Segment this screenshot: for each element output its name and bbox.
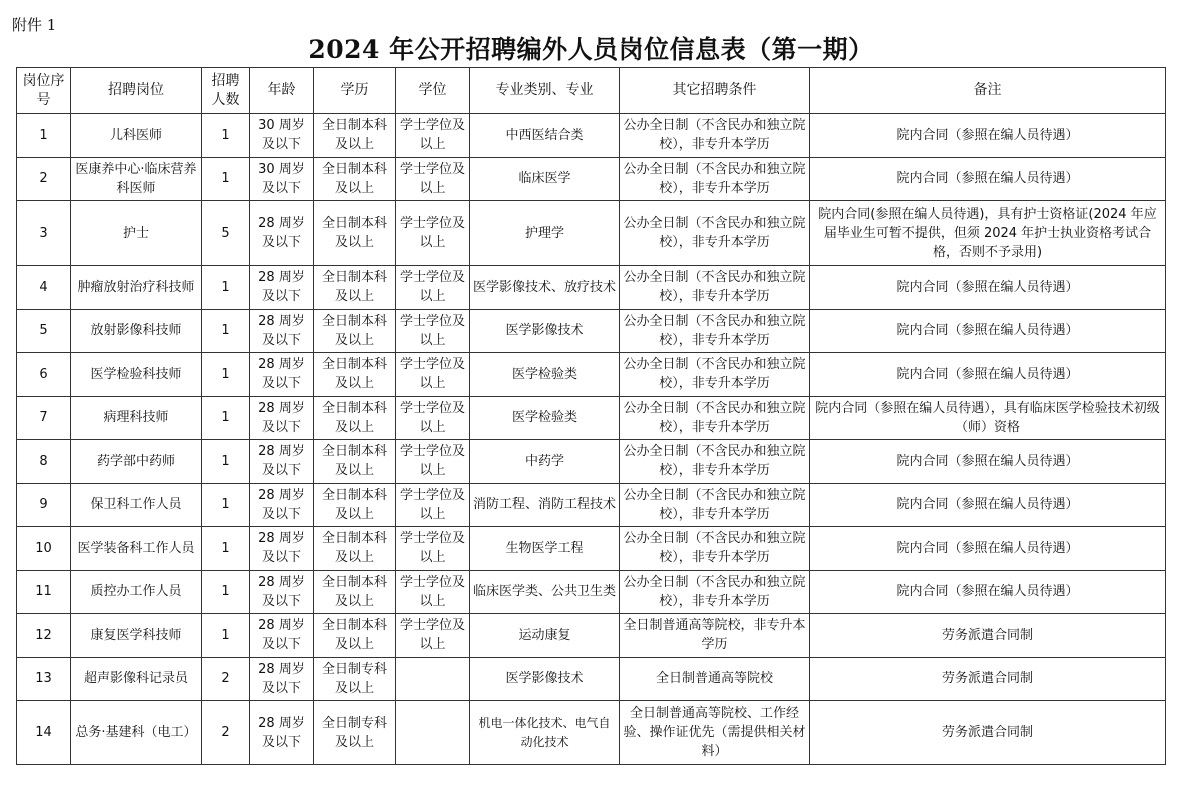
cell-seq: 2	[17, 157, 71, 201]
cell-degree: 学士学位及以上	[396, 440, 470, 484]
cell-other: 公办全日制（不含民办和独立院校），非专升本学历	[620, 396, 810, 440]
cell-education: 全日制本科及以上	[314, 440, 396, 484]
cell-age: 28 周岁及以下	[250, 440, 314, 484]
cell-major: 消防工程、消防工程技术	[470, 483, 620, 527]
cell-age: 30 周岁及以下	[250, 157, 314, 201]
cell-position: 保卫科工作人员	[71, 483, 202, 527]
cell-seq: 9	[17, 483, 71, 527]
cell-count: 1	[202, 614, 250, 658]
cell-major: 生物医学工程	[470, 527, 620, 571]
cell-remarks: 院内合同（参照在编人员待遇）	[810, 353, 1166, 397]
cell-age: 28 周岁及以下	[250, 614, 314, 658]
cell-education: 全日制本科及以上	[314, 527, 396, 571]
cell-age: 28 周岁及以下	[250, 266, 314, 310]
cell-other: 公办全日制（不含民办和独立院校），非专升本学历	[620, 570, 810, 614]
header-age: 年龄	[250, 68, 314, 114]
header-education: 学历	[314, 68, 396, 114]
cell-age: 28 周岁及以下	[250, 657, 314, 701]
cell-other: 公办全日制（不含民办和独立院校），非专升本学历	[620, 440, 810, 484]
cell-education: 全日制本科及以上	[314, 114, 396, 158]
cell-degree: 学士学位及以上	[396, 201, 470, 266]
cell-count: 2	[202, 657, 250, 701]
table-row	[17, 483, 1166, 527]
cell-position: 医康养中心·临床营养科医师	[71, 157, 202, 201]
cell-education: 全日制本科及以上	[314, 614, 396, 658]
cell-seq: 3	[17, 201, 71, 266]
cell-age: 28 周岁及以下	[250, 396, 314, 440]
cell-major: 护理学	[470, 201, 620, 266]
header-position: 招聘岗位	[71, 68, 202, 114]
cell-education: 全日制本科及以上	[314, 353, 396, 397]
cell-major: 医学影像技术	[470, 309, 620, 353]
header-major: 专业类别、专业	[470, 68, 620, 114]
cell-position: 医学检验科技师	[71, 353, 202, 397]
cell-major: 中药学	[470, 440, 620, 484]
cell-age: 28 周岁及以下	[250, 201, 314, 266]
cell-other: 公办全日制（不含民办和独立院校），非专升本学历	[620, 266, 810, 310]
cell-major: 医学检验类	[470, 396, 620, 440]
cell-count: 1	[202, 353, 250, 397]
cell-age: 28 周岁及以下	[250, 309, 314, 353]
cell-other: 公办全日制（不含民办和独立院校），非专升本学历	[620, 353, 810, 397]
cell-other: 公办全日制（不含民办和独立院校），非专升本学历	[620, 157, 810, 201]
cell-position: 肿瘤放射治疗科技师	[71, 266, 202, 310]
cell-seq: 12	[17, 614, 71, 658]
cell-education: 全日制本科及以上	[314, 396, 396, 440]
cell-count: 1	[202, 570, 250, 614]
cell-education: 全日制本科及以上	[314, 309, 396, 353]
cell-degree: 学士学位及以上	[396, 570, 470, 614]
cell-remarks: 院内合同（参照在编人员待遇）	[810, 440, 1166, 484]
cell-education: 全日制本科及以上	[314, 483, 396, 527]
cell-degree: 学士学位及以上	[396, 527, 470, 571]
cell-degree	[396, 701, 470, 765]
cell-other: 全日制普通高等院校、工作经验、操作证优先（需提供相关材料）	[620, 701, 810, 765]
cell-degree: 学士学位及以上	[396, 309, 470, 353]
cell-seq: 6	[17, 353, 71, 397]
positions-table	[16, 67, 1166, 765]
table-row	[17, 527, 1166, 571]
cell-education: 全日制专科及以上	[314, 657, 396, 701]
header-degree: 学位	[396, 68, 470, 114]
cell-remarks: 院内合同（参照在编人员待遇）	[810, 570, 1166, 614]
table-body	[17, 114, 1166, 765]
table-header-row	[17, 68, 1166, 114]
cell-other: 全日制普通高等院校，非专升本学历	[620, 614, 810, 658]
cell-education: 全日制专科及以上	[314, 701, 396, 765]
cell-remarks: 院内合同（参照在编人员待遇）	[810, 114, 1166, 158]
cell-seq: 10	[17, 527, 71, 571]
cell-age: 28 周岁及以下	[250, 527, 314, 571]
cell-count: 1	[202, 527, 250, 571]
header-other: 其它招聘条件	[620, 68, 810, 114]
cell-major: 临床医学类、公共卫生类	[470, 570, 620, 614]
cell-other: 公办全日制（不含民办和独立院校），非专升本学历	[620, 114, 810, 158]
cell-major: 医学影像技术	[470, 657, 620, 701]
header-seq: 岗位序号	[17, 68, 71, 114]
table-row	[17, 353, 1166, 397]
cell-degree: 学士学位及以上	[396, 353, 470, 397]
cell-remarks: 劳务派遣合同制	[810, 614, 1166, 658]
cell-degree: 学士学位及以上	[396, 483, 470, 527]
table-row	[17, 701, 1166, 765]
cell-remarks: 院内合同（参照在编人员待遇）	[810, 157, 1166, 201]
cell-position: 放射影像科技师	[71, 309, 202, 353]
cell-remarks: 劳务派遣合同制	[810, 657, 1166, 701]
cell-degree	[396, 657, 470, 701]
cell-position: 病理科技师	[71, 396, 202, 440]
cell-seq: 8	[17, 440, 71, 484]
cell-major: 中西医结合类	[470, 114, 620, 158]
cell-degree: 学士学位及以上	[396, 614, 470, 658]
table-row	[17, 201, 1166, 266]
cell-major: 机电一体化技术、电气自动化技术	[470, 701, 620, 765]
cell-position: 超声影像科记录员	[71, 657, 202, 701]
attachment-label: 附件 1	[12, 16, 57, 34]
cell-remarks: 院内合同(参照在编人员待遇)，具有护士资格证(2024 年应届毕业生可暂不提供，但须 2024 年护士执业资格考试合格，否则不予录用)	[810, 201, 1166, 266]
cell-major: 医学影像技术、放疗技术	[470, 266, 620, 310]
cell-degree: 学士学位及以上	[396, 266, 470, 310]
table-row	[17, 266, 1166, 310]
cell-age: 30 周岁及以下	[250, 114, 314, 158]
cell-position: 护士	[71, 201, 202, 266]
cell-count: 1	[202, 266, 250, 310]
table-row	[17, 570, 1166, 614]
cell-count: 1	[202, 396, 250, 440]
cell-degree: 学士学位及以上	[396, 157, 470, 201]
cell-remarks: 劳务派遣合同制	[810, 701, 1166, 765]
cell-age: 28 周岁及以下	[250, 483, 314, 527]
cell-count: 1	[202, 440, 250, 484]
cell-seq: 4	[17, 266, 71, 310]
cell-remarks: 院内合同（参照在编人员待遇）	[810, 483, 1166, 527]
cell-other: 公办全日制（不含民办和独立院校），非专升本学历	[620, 309, 810, 353]
cell-other: 公办全日制（不含民办和独立院校），非专升本学历	[620, 483, 810, 527]
cell-remarks: 院内合同（参照在编人员待遇）	[810, 309, 1166, 353]
cell-education: 全日制本科及以上	[314, 201, 396, 266]
header-remarks: 备注	[810, 68, 1166, 114]
cell-education: 全日制本科及以上	[314, 266, 396, 310]
cell-count: 1	[202, 114, 250, 158]
header-count: 招聘人数	[202, 68, 250, 114]
table-row	[17, 396, 1166, 440]
cell-position: 康复医学科技师	[71, 614, 202, 658]
cell-major: 运动康复	[470, 614, 620, 658]
cell-remarks: 院内合同（参照在编人员待遇）	[810, 527, 1166, 571]
cell-other: 全日制普通高等院校	[620, 657, 810, 701]
cell-count: 2	[202, 701, 250, 765]
document-title: 2024 年公开招聘编外人员岗位信息表（第一期）	[308, 35, 874, 64]
cell-remarks: 院内合同（参照在编人员待遇），具有临床医学检验技术初级（师）资格	[810, 396, 1166, 440]
cell-seq: 5	[17, 309, 71, 353]
cell-degree: 学士学位及以上	[396, 114, 470, 158]
cell-seq: 11	[17, 570, 71, 614]
cell-position: 质控办工作人员	[71, 570, 202, 614]
cell-position: 儿科医师	[71, 114, 202, 158]
cell-seq: 13	[17, 657, 71, 701]
cell-major: 医学检验类	[470, 353, 620, 397]
cell-other: 公办全日制（不含民办和独立院校），非专升本学历	[620, 201, 810, 266]
cell-education: 全日制本科及以上	[314, 157, 396, 201]
cell-age: 28 周岁及以下	[250, 701, 314, 765]
cell-count: 1	[202, 483, 250, 527]
table-row	[17, 157, 1166, 201]
cell-remarks: 院内合同（参照在编人员待遇）	[810, 266, 1166, 310]
cell-age: 28 周岁及以下	[250, 353, 314, 397]
cell-position: 医学装备科工作人员	[71, 527, 202, 571]
cell-seq: 7	[17, 396, 71, 440]
cell-major: 临床医学	[470, 157, 620, 201]
cell-count: 5	[202, 201, 250, 266]
cell-degree: 学士学位及以上	[396, 396, 470, 440]
cell-seq: 14	[17, 701, 71, 765]
cell-count: 1	[202, 309, 250, 353]
table-row	[17, 657, 1166, 701]
cell-age: 28 周岁及以下	[250, 570, 314, 614]
cell-education: 全日制本科及以上	[314, 570, 396, 614]
cell-position: 药学部中药师	[71, 440, 202, 484]
cell-position: 总务·基建科（电工）	[71, 701, 202, 765]
cell-other: 公办全日制（不含民办和独立院校），非专升本学历	[620, 527, 810, 571]
table-row	[17, 614, 1166, 658]
table-row	[17, 440, 1166, 484]
table-row	[17, 309, 1166, 353]
cell-count: 1	[202, 157, 250, 201]
cell-seq: 1	[17, 114, 71, 158]
table-row	[17, 114, 1166, 158]
